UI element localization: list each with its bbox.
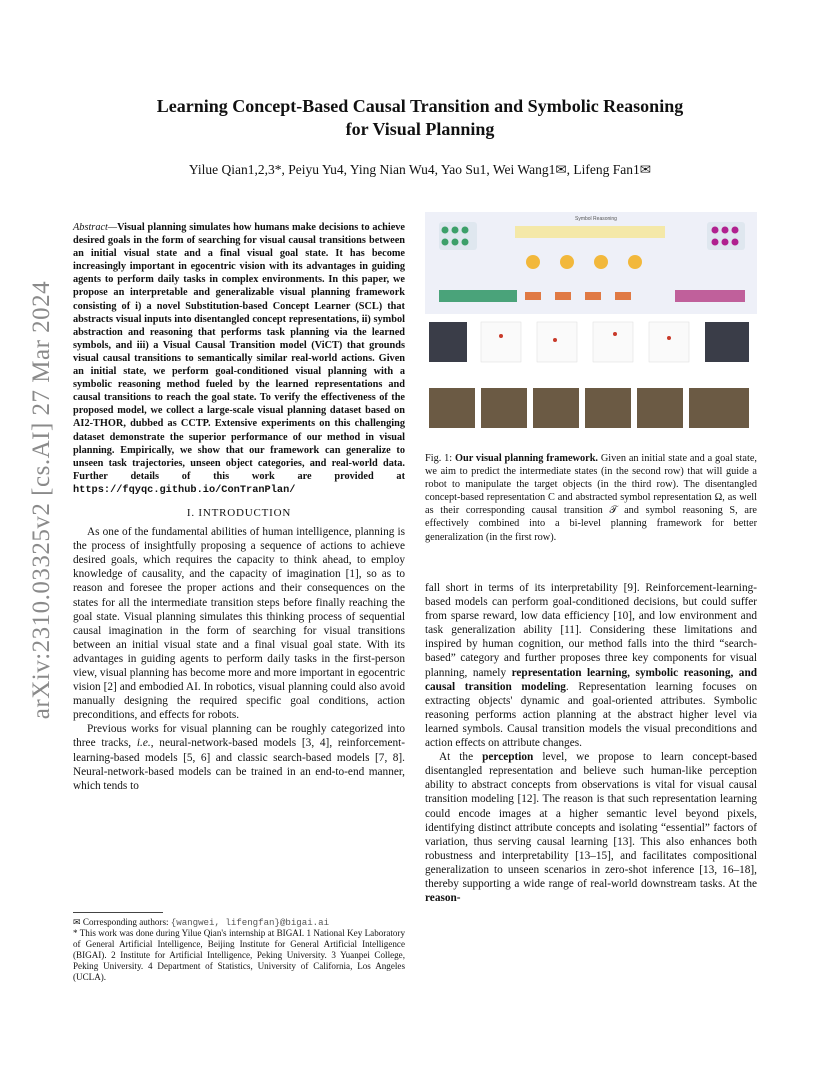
author-list: Yilue Qian1,2,3*, Peiyu Yu4, Ying Nian Wu4, Yao Su1, Wei Wang1✉, Lifeng Fan1✉ xyxy=(188,162,652,177)
arxiv-stamp: arXiv:2310.03325v2 [cs.AI] 27 Mar 2024 xyxy=(28,280,55,720)
abstract-url[interactable]: https://fqyqc.github.io/ConTranPlan/ xyxy=(73,483,296,496)
right-paragraph-2: At the perception level, we propose to learn concept-based disentangled representation and believe such human-like perception ability to abstract concepts from observations is vital for visual causal transition modeling [12]. The reason is that such representation learning could encode images at a higher semantic level beyond pixels, identifying distinct attribute concepts and isolating “essential” factors of variation, thus serving causal learning [13]. This also enhances both robustness and interpretability [13–15], and facilitates compositional generalization to unseen scenarios in zero-shot inference [13, 16–18], thereby supporting a wide range of real-world downstream tasks. At the reason- xyxy=(425,751,757,905)
title-line-2: for Visual Planning xyxy=(345,119,495,139)
title-line-1: Learning Concept-Based Causal Transition and Symbolic Reasoning xyxy=(156,96,684,116)
framework-figure xyxy=(425,212,757,444)
figure-caption: Fig. 1: Our visual planning framework. Given an initial state and a goal state, we aim to predict the intermediate states (in the second row) that will guide a robot to manipulate the target objects (in the third row). The disentangled concept-based representation C and abstracted symbol representation Ω, as well as their corresponding causal transition 𝒯 and symbol reasoning S, are effectively combined into a bi-level planning framework for better generalization (in the first row). xyxy=(425,453,757,543)
symbol-reasoning-bar xyxy=(515,226,665,238)
footnote-corresponding: ✉ Corresponding authors: {wangwei, lifengfan}@bigai.ai xyxy=(73,917,330,928)
intro-paragraph-2: Previous works for visual planning can be roughly categorized into three tracks, i.e., neural-network-based models [3, 4], reinforcement-learning-based models [5, 6] and classic search-based models [7, 8]. Neural-network-based models can be trained in an end-to-end manner, which tends to xyxy=(73,723,406,792)
abstract-lead: Abstract— xyxy=(73,222,118,233)
left-column xyxy=(73,221,405,793)
intermediate-states-row xyxy=(429,322,749,362)
right-paragraph-1: fall short in terms of its interpretability [9]. Reinforcement-learning-based models can perform goal-conditioned decisions, but could suffer from sparse reward, low data efficiency [10], and low environment and task generalization ability [11]. Considering these limitations and inspired by human cognition, our method falls into the third “search-based” category and further proposes three key components for visual planning, namely representation learning, symbolic reasoning, and causal transition modeling. Representation learning focuses on extracting objects' dynamic and goal-oriented attributes. Symbolic reasoning performs action planning at the abstract higher level via learned symbols. Causal transition models the visual preconditions and action effects on attribute changes. xyxy=(425,582,758,750)
right-column xyxy=(425,581,757,905)
footnote-rule xyxy=(73,912,163,913)
abstract-body: Visual planning simulates how humans make decisions to achieve desired goals in the form of searching for visual causal transitions between an initial visual state and a final visual goal state. It has become increasingly important in egocentric vision with its advantages in guiding agents to perform daily tasks in complex environments. In this paper, we propose an interpretable and generalizable visual planning framework consisting of i) a novel Substitution-based Concept Learner (SCL) that abstracts visual inputs into disentangled concept representations, ii) symbol abstraction and reasoning that performs task planning via the learned symbols, and iii) a Visual Causal Transition model (ViCT) that grounds visual causal transitions to semantically similar real-world actions. Given an initial state, we perform goal-conditioned visual planning with a symbolic reasoning method fueled by the learned representations and causal transitions to reach the goal state. To verify the effectiveness of the proposed model, we collect a large-scale visual planning dataset based on AI2-THOR, dubbed as CCTP. Extensive experiments on this challenging dataset demonstrate the superior performance of our method in visual planning. Empirically, we show that our framework can generalize to unseen task trajectories, unseen object categories, and real-world data. Further details of this work are provided at xyxy=(73,222,405,482)
paper-title xyxy=(90,95,750,141)
intro-paragraph-1: As one of the fundamental abilities of human intelligence, planning is the process of insightfully proposing a sequence of actions to achieve desired goals, which requires the capacity to think ahead, to employ knowledge of causality, and the capacity of imagination [1], so as to reason and foresee the proper actions and their consequences on the states for all the intermediate transition steps before finally reaching the goal state. Visual planning simulates this thinking process of sequential causal imagination in the form of searching for visual transitions between an initial visual state and a final visual goal state. With its advantages in guiding agents to perform daily tasks in the first-person view, visual planning has become more and more important in egocentric vision [2] and embodied AI. In robotics, visual planning could also avoid manually designing the required specific goal conditions, action preconditions, and effects for robots. xyxy=(73,526,405,722)
figure-1 xyxy=(425,212,757,444)
footnotes xyxy=(73,912,405,984)
section-heading-introduction: I. INTRODUCTION xyxy=(186,506,292,519)
abstract xyxy=(73,221,405,497)
footnote-affiliations: * This work was done during Yilue Qian's internship at BIGAI. 1 National Key Laboratory of General Artificial Intelligence, Beijing Institute for General Artificial Intelligence (BIGAI). 2 Institute for Artificial Intelligence, Peking University. 3 Yuanpei College, Peking University. 4 Department of Statistics, University of California, Los Angeles (UCLA). xyxy=(73,928,405,983)
robot-action-row xyxy=(429,388,749,428)
fig-header-text: Symbol Reasoning xyxy=(575,216,617,222)
